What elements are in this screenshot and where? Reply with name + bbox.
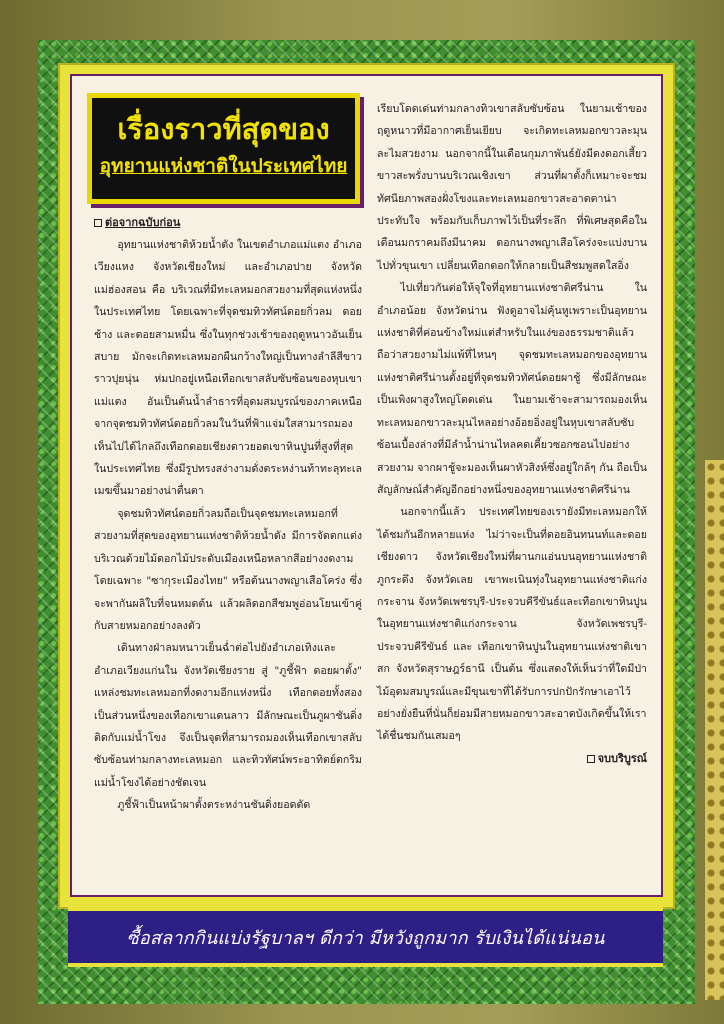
right-paragraph-2: ไปเที่ยวกันต่อให้จุใจที่อุทยานแห่งชาติศรีน่าน ในอำเภอน้อย จังหวัดน่าน ฟังดูอาจไม่คุ้นหูเพราะเป็นอุทยานแห่งชาติที่ค่อนข้างใหม่แต่สำหรับในแง่ของธรรมชาติแล้วถือว่าสวยงามไม่แพ้ที่ไหนๆ จุดชมทะเลหมอกของอุทยานแห่งชาติศรีน่านตั้งอยู่ที่จุดชมทิวทัศน์ดอยผาชู้ ซึ่งมีลักษณะเป็นเพิงผาสูงใหญ่โดดเด่น ในยามเช้าจะสามารถมองเห็นทะเลหมอกขาวละมุนไหลอย่างอ้อยอิ่งอยู่ในหุบเขาสลับซับซ้อนเบื้องล่างที่มีลำน้ำน่านไหลคดเคี้ยวซอกซอนไปอย่างสวยงาม จากผาชู้จะมองเห็นผาหัวสิงห์ซึ่งอยู่ใกล้ๆ กัน ถือเป็นสัญลักษณ์สำคัญอีกอย่างหนึ่งของอุทยานแห่งชาติศรีน่าน <box>377 282 647 496</box>
lottery-banner: ซื้อสลากกินแบ่งรัฐบาลฯ ดีกว่า มีหวังถูกมาก รับเงินได้แน่นอน <box>68 907 663 967</box>
left-paragraph-1: อุทยานแห่งชาติห้วยน้ำดัง ในเขตอำเภอแม่แตง อำเภอเวียงแหง จังหวัดเชียงใหม่ และอำเภอปาย จังหวัดแม่ฮ่องสอน คือ บริเวณที่มีทะเลหมอกสวยงามที่สุดแห่งหนึ่งในประเทศไทย โดยเฉพาะที่จุดชมทิวทัศน์ดอยกิ่วลม ดอยช้าง และดอยสามหมื่น ซึ่งในทุกช่วงเช้าของฤดูหนาวอันเย็นสบาย มักจะเกิดทะเลหมอกผืนกว้างใหญ่เป็นทางลำลีสีขาวราวปุยนุ่น ห่มปกอยู่เหนือเทือกเขาสลับซับซ้อนของหุบเขาแม่แตง อันเป็นต้นน้ำลำธารที่อุดมสมบูรณ์ของภาคเหนือ จากจุดชมทิวทัศน์ดอยกิ่วลมในวันที่ฟ้าแจ่มใสสามารถมองเห็นไปได้ไกลถึงเทือกดอยเชียงดาวยอดเขาหินปูนที่สูงที่สุดในประเทศไทย ซึ่งมีรูปทรงสง่างามดั่งตระหง่านท้าทะลุทะเลเมฆขึ้นมาอย่างน่าตื่นตา <box>94 239 362 498</box>
end-note <box>377 748 647 770</box>
article-subtitle: อุทยานแห่งชาติในประเทศไทย <box>99 155 348 177</box>
checkbox-square-icon <box>94 219 102 227</box>
end-note-text: จบบริบูรณ์ <box>597 751 647 765</box>
right-column <box>377 98 647 770</box>
article-title: เรื่องราวที่สุดของ <box>117 112 330 146</box>
right-paragraph-3: นอกจากนี้แล้ว ประเทศไทยของเรายังมีทะเลหมอกให้ได้ชมกันอีกหลายแห่ง ไม่ว่าจะเป็นที่ดอยอินทนนท์และดอยเชียงดาว จังหวัดเชียงใหม่ที่ผานกแอ่นบนอุทยานแห่งชาติภูกระดึง จังหวัดเลย เขาพะเนินทุ่งในอุทยานแห่งชาติแก่งกระจาน จังหวัดเพชรบุรี-ประจวบคีรีขันธ์และเทือกเขาหินปูนในอุทยานแห่งชาติแก่งกระจาน จังหวัดเพชรบุรี-ประจวบคีรีขันธ์ และ เทือกเขาหินปูนในอุทยานแห่งชาติเขาสก จังหวัดสุราษฎร์ธานี เป็นต้น ซึ่งแสดงให้เห็นว่าที่ใดมีป่าไม้อุดมสมบูรณ์และมีขุนเขาที่ได้รับการปกปักรักษาเอาไว้อย่างยั่งยืนที่นั่นก็ย่อมมีสายหมอกขาวสะอาดบังเกิดขึ้นให้เราได้ชื่นชมกันเสมอๆ <box>377 506 647 743</box>
checkbox-square-icon <box>587 755 595 763</box>
left-paragraph-4: ภูชี้ฟ้าเป็นหน้าผาตั้งตระหง่านชันดิ่งยอดตัด <box>117 799 311 812</box>
article-page <box>70 74 663 897</box>
left-column <box>94 212 362 817</box>
left-paragraph-3: เดินทางฝ่าลมหนาวเย็นฉ่ำต่อไปยังอำเภอเทิงและอำเภอเวียงแก่นใน จังหวัดเชียงราย สู่ "ภูชี้ฟ้า ดอยผาตั้ง" แหล่งชมทะเลหมอกที่งดงามอีกแห่งหนึ่ง เทือกดอยทั้งสองเป็นส่วนหนึ่งของเทือกเขาแดนลาว มีลักษณะเป็นภูผาชันดิ่งติดกับแม่น้ำโขง จึงเป็นจุดที่สามารถมองเห็นเทือกเขาสลับซับซ้อนท่ามกลางทะเลหมอก และทิวทัศน์พระอาทิตย์ตกริมแม่น้ำโขงได้อย่างชัดเจน <box>94 642 362 789</box>
title-box <box>87 93 360 204</box>
adjacent-page-edge <box>705 460 724 1000</box>
right-paragraph-1: เรียบโดดเด่นท่ามกลางทิวเขาสลับซับซ้อน ในยามเช้าของฤดูหนาวที่มีอากาศเย็นเยียบ จะเกิดทะเลหมอกขาวละมุนละไมสวยงาม นอกจากนี้ในเดือนกุมภาพันธ์ยังมีดงดอกเสี้ยวขาวสะพรั่งบานบริเวณเชิงเขา ส่วนที่ผาตั้งก็เหมาะจะชมทัศนียภาพสองฝั่งโขงและทะเลหมอกขาวสะอาดตาน่าประทับใจ พร้อมกับเก็บภาพไว้เป็นที่ระลึก ที่พิเศษสุดคือในเดือนมกราคมถึงมีนาคม ดอกนางพญาเสือโคร่งจะแบ่งบานไปทั่วขุนเขา เปลี่ยนเทือกดอกให้กลายเป็นสีชมพูสดใสอิ่ง <box>377 103 647 272</box>
left-paragraph-2: จุดชมทิวทัศน์ดอยกิ่วลมถือเป็นจุดชมทะเลหมอกที่สวยงามที่สุดของอุทยานแห่งชาติห้วยน้ำดัง มีการจัดตกแต่งบริเวณด้วยไม้ดอกไม้ประดับเมืองเหนือหลากสีอย่างงดงาม โดยเฉพาะ "ซากุระเมืองไทย" หรือต้นนางพญาเสือโคร่ง ซึ่งจะพากันผลิใบที่จนหมดต้น แล้วผลิดอกสีชมพูอ่อนโยนเข้าคู่กับสายหมอกอย่างลงตัว <box>94 507 362 632</box>
section-heading-text: ต่อจากฉบับก่อน <box>105 216 181 229</box>
section-heading <box>94 212 362 234</box>
